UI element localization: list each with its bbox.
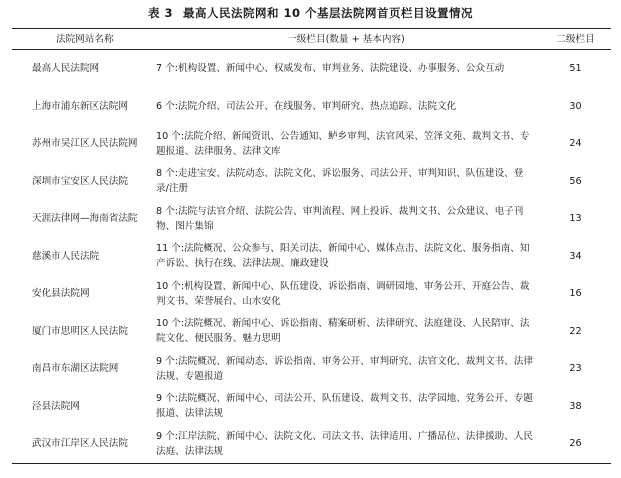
table-number: 表 3 <box>147 6 173 20</box>
second-level-count: 34 <box>569 250 582 262</box>
second-level-count: 30 <box>569 100 582 112</box>
table-row <box>12 50 611 88</box>
table-row <box>12 388 611 426</box>
site-name: 武汉市江岸区人民法院 <box>12 425 152 463</box>
site-name: 安化县法院网 <box>32 288 90 300</box>
site-name: 厦门市思明区人民法院 <box>32 325 128 337</box>
table-title: 最高人民法院网和 10 个基层法院网首页栏目设置情况 <box>183 6 474 20</box>
second-level-count: 26 <box>540 425 611 463</box>
first-level-columns: 8 个:法院与法官介绍、法院公告、审判流程、网上投诉、裁判文书、公众建议、电子刊物、图片集锦 <box>156 205 524 232</box>
table-row <box>12 313 611 351</box>
second-level-count: 38 <box>569 400 582 412</box>
header-site-name: 法院网站名称 <box>12 29 152 50</box>
header-first-level-columns: 一级栏目(数量 + 基本内容) <box>152 29 540 50</box>
first-level-columns: 6 个:法院介绍、司法公开、在线服务、审判研究、热点追踪、法院文化 <box>156 100 457 112</box>
table-row <box>12 88 611 126</box>
first-level-columns: 9 个:法院概况、新闻动态、诉讼指南、审务公开、审判研究、法官文化、裁判文书、法律法规、专题报道 <box>156 355 533 382</box>
second-level-count: 56 <box>569 175 582 187</box>
first-level-columns: 11 个:法院概况、公众参与、阳关司法、新闻中心、媒体点击、法院文化、服务指南、知产诉讼、执行在线、法律法规、廉政建设 <box>156 243 530 270</box>
second-level-count: 13 <box>569 213 582 225</box>
first-level-columns: 9 个:法院概况、新闻中心、司法公开、队伍建设、裁判文书、法学园地、党务公开、专题报道、法律法规 <box>156 393 533 420</box>
header-second-level-count: 二级栏目 <box>540 29 611 50</box>
second-level-count: 51 <box>569 63 582 75</box>
site-name: 南昌市东湖区法院网 <box>32 363 119 375</box>
first-level-columns: 9 个:江岸法院、新闻中心、法院文化、司法文书、法律适用、广播品位、法律援助、人民法庭、法律法规 <box>152 425 540 463</box>
site-name: 最高人民法院网 <box>32 63 100 75</box>
table-row <box>12 200 611 238</box>
first-level-columns: 7 个:机构设置、新闻中心、权威发布、审判业务、法院建设、办事服务、公众互动 <box>156 63 505 75</box>
site-name: 深圳市宝安区人民法院 <box>32 175 128 187</box>
second-level-count: 24 <box>569 138 582 150</box>
table-row <box>12 125 611 163</box>
table-row <box>12 163 611 201</box>
first-level-columns: 8 个:走进宝安、法院动态、法院文化、诉讼服务、司法公开、审判知识、队伍建设、登录/注册 <box>156 168 524 195</box>
table-row <box>12 275 611 313</box>
first-level-columns: 10 个:法院介绍、新闻资讯、公告通知、鲈乡审判、法官风采、笠泽文苑、裁判文书、专题报道、法律服务、法律文库 <box>156 130 530 157</box>
table-row <box>12 238 611 276</box>
second-level-count: 23 <box>569 363 582 375</box>
court-website-table <box>12 28 611 464</box>
table-row <box>12 425 611 463</box>
site-name: 苏州市吴江区人民法院网 <box>32 138 138 150</box>
table-caption <box>0 5 621 21</box>
first-level-columns: 10 个:机构设置、新闻中心、队伍建设、诉讼指南、调研园地、审务公开、开庭公告、裁判文书、荣誉展台、山水安化 <box>156 280 530 307</box>
first-level-columns: 10 个:法院概况、新闻中心、诉讼指南、精案研析、法律研究、法庭建设、人民陪审、法院文化、便民服务、魅力思明 <box>156 318 530 345</box>
site-name: 慈溪市人民法院 <box>32 250 100 262</box>
table-row <box>12 350 611 388</box>
site-name: 上海市浦东新区法院网 <box>32 100 128 112</box>
table-header-row <box>12 29 611 50</box>
second-level-count: 16 <box>569 288 582 300</box>
second-level-count: 22 <box>569 325 582 337</box>
site-name: 天涯法律网—海南省法院 <box>32 213 138 225</box>
site-name: 泾县法院网 <box>32 400 80 412</box>
